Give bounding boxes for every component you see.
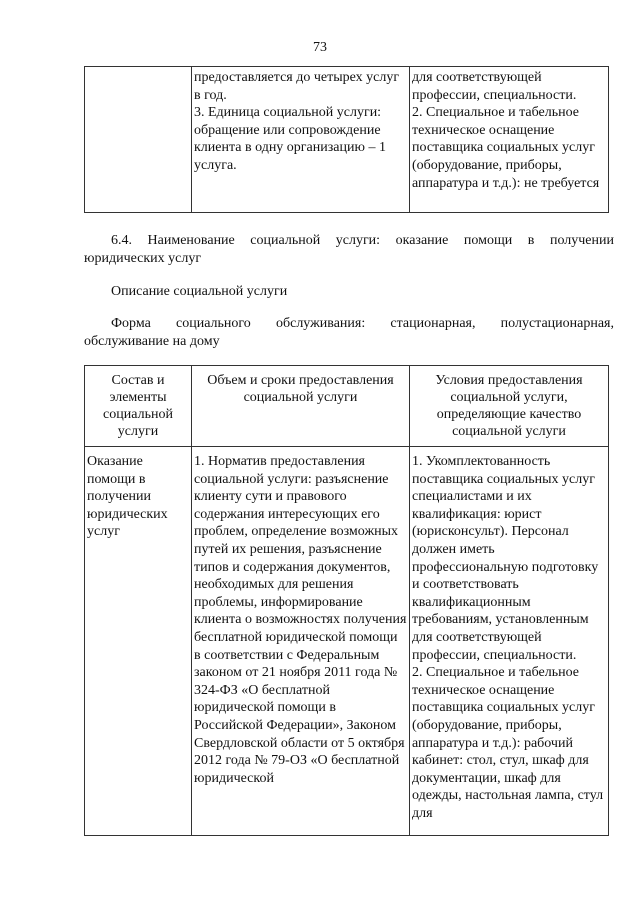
service-form-line1: Форма социального обслуживания: стационарная, полустационарная,: [111, 316, 614, 331]
service-form-line2: обслуживание на дому: [84, 334, 220, 349]
table-cell-conditions: для соответствующей профессии, специальности. 2. Специальное и табельное техническое оснащение поставщика социальных услуг (оборудование, приборы, аппаратура и т.д.): не требуется: [410, 67, 609, 213]
service-description-heading: Описание социальной услуги: [111, 284, 288, 299]
service-table-continued: [84, 66, 609, 213]
cell-volume-terms: 1. Норматив предоставления социальной услуги: разъяснение клиенту сути и правового содержания интересующих его проблем, определение возможных путей их решения, разъяснение типов и содержания документов, необходимых для решения проблемы, информирование клиента о возможностях получения бесплатной юридической помощи в соответствии с Федеральным законом от 21 ноября 2011 года № 324-ФЗ «О бесплатной юридической помощи в Российской Федерации», Законом Свердловской области от 5 октября 2012 года № 79-ОЗ «О бесплатной юридической: [192, 447, 410, 836]
table-cell-empty: [85, 67, 192, 213]
table-row: [85, 447, 609, 836]
service-table: [84, 365, 609, 836]
header-volume-terms: Объем и сроки предоставления социальной услуги: [192, 366, 410, 447]
header-conditions: Условия предоставления социальной услуги, определяющие качество социальной услуги: [410, 366, 609, 447]
header-composition: Состав и элементы социальной услуги: [85, 366, 192, 447]
section-title-line2: юридических услуг: [84, 251, 202, 266]
cell-service-name: Оказание помощи в получении юридических услуг: [85, 447, 192, 836]
page-number: 73: [313, 40, 327, 55]
section-title-line1: 6.4. Наименование социальной услуги: оказание помощи в получении: [111, 233, 614, 248]
cell-conditions: 1. Укомплектованность поставщика социальных услуг специалистами и их квалификация: юрист (юрисконсульт). Персонал должен иметь профессиональную подготовку и соответствовать квалификационным требованиям, установленным для соответствующей профессии, специальности. 2. Специальное и табельное техническое оснащение поставщика социальных услуг (оборудование, приборы, аппаратура и т.д.): рабочий кабинет: стол, стул, шкаф для документации, шкаф для одежды, настольная лампа, стул для: [410, 447, 609, 836]
table-cell-volume: предоставляется до четырех услуг в год. 3. Единица социальной услуги: обращение или сопровождение клиента в одну организацию – 1 услуга.: [192, 67, 410, 213]
table-header-row: [85, 366, 609, 447]
table-row: [85, 67, 609, 213]
